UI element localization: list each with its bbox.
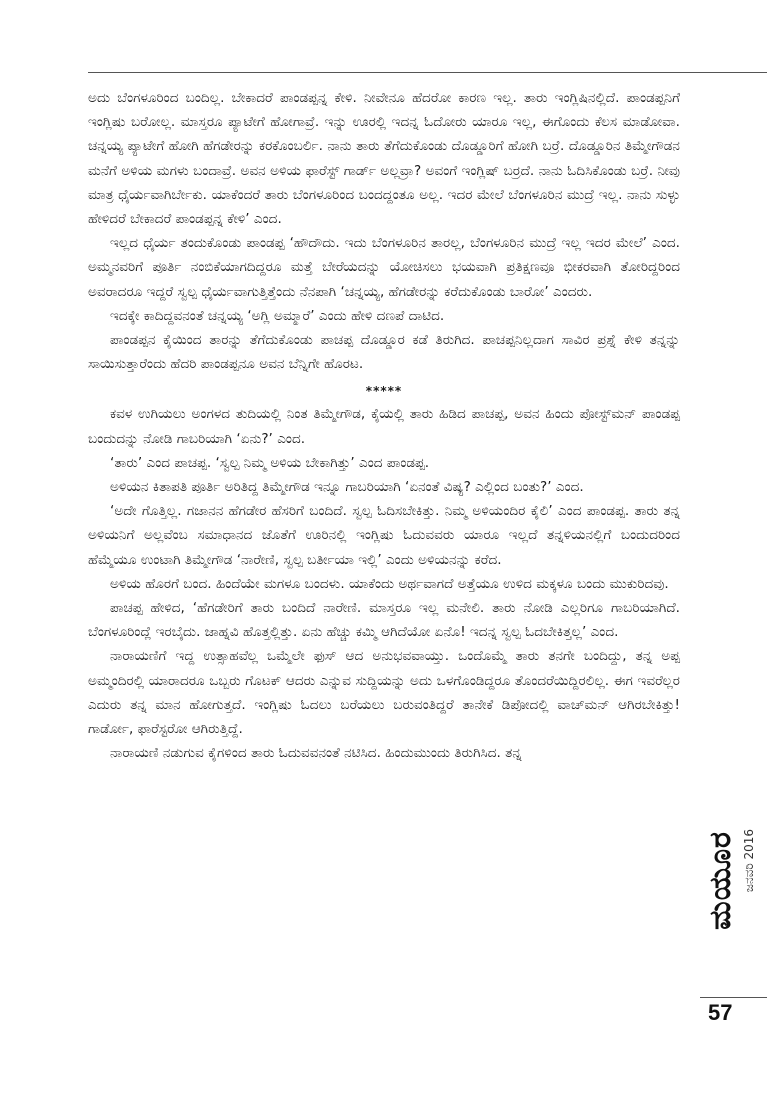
paragraph-11: ನಾರಾಯಣಿಗೆ ಇದ್ದ ಉತ್ಸಾಹವೆಲ್ಲ ಒಮ್ಮೆಲೇ ಫುಸ್ ಆದ ಅನುಭವವಾಯ್ತು. ಒಂದೊಮ್ಮೆ ತಾರು ತನಗೇ ಬಂದಿದ್ದು, ತನ್ನ ಅಪ್ಪ ಅಮ್ಮಂದಿರಲ್ಲಿ ಯಾರಾದರೂ ಒಬ್ಬರು ಗೊಟಕ್ ಆದರು ಎನ್ನುವ ಸುದ್ದಿಯನ್ನು ಅದು ಒಳಗೊಂಡಿದ್ದರೂ ತೊಂದರೆಯಿದ್ದಿರಲಿಲ್ಲ. ಈಗ ಇವರೆಲ್ಲರ ಎದುರು ತನ್ನ ಮಾನ ಹೋಗುತ್ತದೆ. ಇಂಗ್ಲಿಷು ಓದಲು ಬರೆಯಲು ಬರುವಂತಿದ್ದರೆ ತಾನೇಕೆ ಡಿಪೋದಲ್ಲಿ ವಾಚ್‌ಮನ್ ಆಗಿರಬೇಕಿತ್ತು! ಗಾರ್ಡೋ, ಫಾರೆಸ್ಟರೋ ಆಗಿರುತ್ತಿದ್ದೆ. bbox=[88, 648, 680, 738]
paragraph-9: ಅಳಿಯ ಹೊರಗೆ ಬಂದ. ಹಿಂದೆಯೇ ಮಗಳೂ ಬಂದಳು. ಯಾಕೆಂದು ಅರ್ಥವಾಗದೆ ಅತ್ತೆಯೂ ಉಳಿದ ಮಕ್ಕಳೂ ಬಂದು ಮುಕುರಿದವು. bbox=[110, 575, 669, 592]
paragraph-3: ಇದಕ್ಕೇ ಕಾದಿದ್ದವನಂತೆ ಚನ್ನಯ್ಯ ‘ಅಗ್ಲಿ ಅಮ್ಮಾರೆ’ ಎಂದು ಹೇಳಿ ದಣಪೆ ದಾಟಿದ. bbox=[110, 307, 445, 324]
issue-date-block bbox=[740, 790, 760, 930]
page-number: 57 bbox=[708, 1000, 733, 1025]
issue-date: ಜನವರಿ 2016 bbox=[742, 828, 757, 892]
paragraph-5: ಕವಳ ಉಗಿಯಲು ಅಂಗಳದ ತುದಿಯಲ್ಲಿ ನಿಂತ ತಿಮ್ಮೇಗೌಡ, ಕೈಯಲ್ಲಿ ತಾರು ಹಿಡಿದ ಪಾಚಪ್ಪ, ಅವನ ಹಿಂದು ಪೋಸ್ಟ್‌ಮನ್ ಪಾಂಡಪ್ಪ ಬಂದುದನ್ನು ನೋಡಿ ಗಾಬರಿಯಾಗಿ ‘ಏನು?’ ಎಂದ. bbox=[88, 406, 680, 447]
paragraph-7: ಅಳಿಯನ ಕಿತಾಪತಿ ಪೂರ್ತಿ ಅರಿತಿದ್ದ ತಿಮ್ಮೇಗೌಡ ಇನ್ನೂ ಗಾಬರಿಯಾಗಿ ‘ಏನಂತೆ ವಿಷ್ಯ? ಎಲ್ಲಿಂದ ಬಂತು?’ ಎಂದ. bbox=[110, 479, 584, 496]
paragraph-1: ಅದು ಬೆಂಗಳೂರಿಂದ ಬಂದಿಲ್ಲ. ಬೇಕಾದರೆ ಪಾಂಡಪ್ಪನ್ನ ಕೇಳಿ. ನೀವೇನೂ ಹೆದರೋ ಕಾರಣ ಇಲ್ಲ. ತಾರು ಇಂಗ್ಲಿಷಿನಲ್ಲಿದೆ. ಪಾಂಡಪ್ಪನಿಗೆ ಇಂಗ್ಲಿಷು ಬರೋಲ್ಲ. ಮಾಸ್ತರೂ ಪ್ಯಾಟೇಗೆ ಹೋಗಾವ್ರೆ. ಇನ್ನು ಊರಲ್ಲಿ ಇದನ್ನ ಓದೋರು ಯಾರೂ ಇಲ್ಲ, ಈಗೊಂದು ಕೆಲಸ ಮಾಡೋವಾ. ಚನ್ನಯ್ಯ ಪ್ಯಾಟೇಗೆ ಹೋಗಿ ಹೆಗಡೇರನ್ನು ಕರಕೊಂಬರ್ಲಿ. ನಾನು ತಾರು ತೆಗೆದುಕೊಂಡು ದೊಡ್ಡೂರಿಗೆ ಹೋಗಿ ಬರ್ರೆ. ದೊಡ್ಡೂರಿನ ತಿಮ್ಮೇಗೌಡನ ಮನೆಗೆ ಅಳಿಯ ಮಗಳು ಬಂದಾವ್ರೆ. ಅವನ ಅಳಿಯ ಫಾರೆಸ್ಟ್ ಗಾರ್ಡ್ ಅಲ್ಲವ್ರಾ? ಅವಂಗೆ ಇಂಗ್ಲಿಷ್ ಬರ್ರದೆ. ನಾನು ಓದಿಸಿಕೊಂಡು ಬರ್ರೆ. ನೀವು ಮಾತ್ರ ಧೈರ್ಯವಾಗಿರ್ಬೇಕು. ಯಾಕೆಂದರೆ ತಾರು ಬೆಂಗಳೂರಿಂದ ಬಂದದ್ದಂತೂ ಅಲ್ಲ. ಇದರ ಮೇಲೆ ಬೆಂಗಳೂರಿನ ಮುದ್ರೆ ಇಲ್ಲ. ನಾನು ಸುಳ್ಳು ಹೇಳಿದರೆ ಬೇಕಾದರೆ ಪಾಂಡಪ್ಪನ್ನ ಕೇಳಿ’ ಎಂದ. bbox=[88, 90, 680, 228]
paragraph-12: ನಾರಾಯಣಿ ನಡುಗುವ ಕೈಗಳಿಂದ ತಾರು ಓದುವವನಂತೆ ನಟಿಸಿದ. ಹಿಂದುಮುಂದು ತಿರುಗಿಸಿದ. ತನ್ನ bbox=[110, 745, 522, 762]
paragraph-2: ಇಲ್ಲದ ಧೈರ್ಯ ತಂದುಕೊಂಡು ಪಾಂಡಪ್ಪ ‘ಹೌದೌದು. ಇದು ಬೆಂಗಳೂರಿನ ತಾರಲ್ಲ, ಬೆಂಗಳೂರಿನ ಮುದ್ರೆ ಇಲ್ಲ ಇದರ ಮೇಲೆ’ ಎಂದ. ಅಮ್ಮನವರಿಗೆ ಪೂರ್ತಿ ನಂಬಿಕೆಯಾಗದಿದ್ದರೂ ಮತ್ತೆ ಬೇರೆಯದನ್ನು ಯೋಚಿಸಲು ಭಯವಾಗಿ ಪ್ರತಿಕ್ಷಣವೂ ಭೀಕರವಾಗಿ ತೋರಿದ್ದರಿಂದ ಅವರಾದರೂ ಇದ್ದರೆ ಸ್ವಲ್ಪ ಧೈರ್ಯವಾಗುತ್ತಿತ್ತೆಂದು ನೆನಪಾಗಿ ‘ಚನ್ನಯ್ಯ, ಹೆಗಡೇರನ್ನು ಕರೆದುಕೊಂಡು ಬಾರೋ’ ಎಂದರು. bbox=[88, 235, 680, 300]
magazine-name: ಮಯೂರ bbox=[702, 830, 738, 930]
article-body bbox=[88, 86, 680, 765]
section-separator: ***** bbox=[365, 384, 403, 399]
paragraph-8: ‘ಅದೇ ಗೊತ್ತಿಲ್ಲ. ಗಜಾನನ ಹೆಗಡೇರ ಹೆಸರಿಗೆ ಬಂದಿದೆ. ಸ್ವಲ್ಪ ಓದಿಸಬೇಕಿತ್ತು. ನಿಮ್ಮ ಅಳಿಯಂದಿರ ಕೈಲಿ’ ಎಂದ ಪಾಂಡಪ್ಪ. ತಾರು ತನ್ನ ಅಳಿಯನಿಗೆ ಅಲ್ಲವೆಂಬ ಸಮಾಧಾನದ ಜೊತೆಗೆ ಊರಿನಲ್ಲಿ ಇಂಗ್ಲಿಷು ಓದುವವರು ಯಾರೂ ಇಲ್ಲದೆ ತನ್ನಳಿಯನಲ್ಲಿಗೆ ಬಂದುದರಿಂದ ಹೆಮ್ಮೆಯೂ ಉಂಟಾಗಿ ತಿಮ್ಮೇಗೌಡ ‘ನಾರೇಣಿ, ಸ್ವಲ್ಪ ಬರ್ತೀಯಾ ಇಲ್ಲಿ’ ಎಂದು ಅಳಿಯನನ್ನು ಕರೆದ. bbox=[88, 503, 680, 568]
paragraph-10: ಪಾಚಪ್ಪ ಹೇಳಿದ, ‘ಹೆಗಡೇರಿಗೆ ತಾರು ಬಂದಿದೆ ನಾರೇಣಿ. ಮಾಸ್ತರೂ ಇಲ್ಲ ಮನೇಲಿ. ತಾರು ನೋಡಿ ಎಲ್ಲರಿಗೂ ಗಾಬರಿಯಾಗಿದೆ. ಬೆಂಗಳೂರಿಂದ್ಲೆ ಇರಬೈದು. ಜಾಹ್ನವಿ ಹೊತ್ತಲ್ಲಿತ್ತು. ಏನು ಹೆಚ್ಚು ಕಮ್ಮಿ ಆಗಿದೆಯೋ ಏನೊ! ಇದನ್ನ ಸ್ವಲ್ಪ ಓದಬೇಕಿತ್ತಲ್ಲ’ ಎಂದ. bbox=[88, 600, 680, 641]
magazine-logo bbox=[700, 790, 740, 970]
paragraph-4: ಪಾಂಡಪ್ಪನ ಕೈಯಿಂದ ತಾರನ್ನು ತೆಗೆದುಕೊಂಡು ಪಾಚಪ್ಪ ದೊಡ್ಡೂರ ಕಡೆ ತಿರುಗಿದ. ಪಾಚಪ್ಪನಿಲ್ಲದಾಗ ಸಾವಿರ ಪ್ರಶ್ನೆ ಕೇಳಿ ತನ್ನನ್ನು ಸಾಯಿಸುತ್ತಾರೆಂದು ಹೆದರಿ ಪಾಂಡಪ್ಪನೂ ಅವನ ಬೆನ್ನಿಗೇ ಹೊರಟ. bbox=[88, 332, 680, 373]
page-number-rule bbox=[700, 997, 767, 998]
paragraph-6: ‘ತಾರು’ ಎಂದ ಪಾಚಪ್ಪ. ‘ಸ್ವಲ್ಪ ನಿಮ್ಮ ಅಳಿಯ ಬೇಕಾಗಿತ್ತು’ ಎಂದ ಪಾಂಡಪ್ಪ. bbox=[110, 454, 430, 471]
side-masthead bbox=[700, 780, 760, 970]
top-rule bbox=[88, 72, 767, 73]
